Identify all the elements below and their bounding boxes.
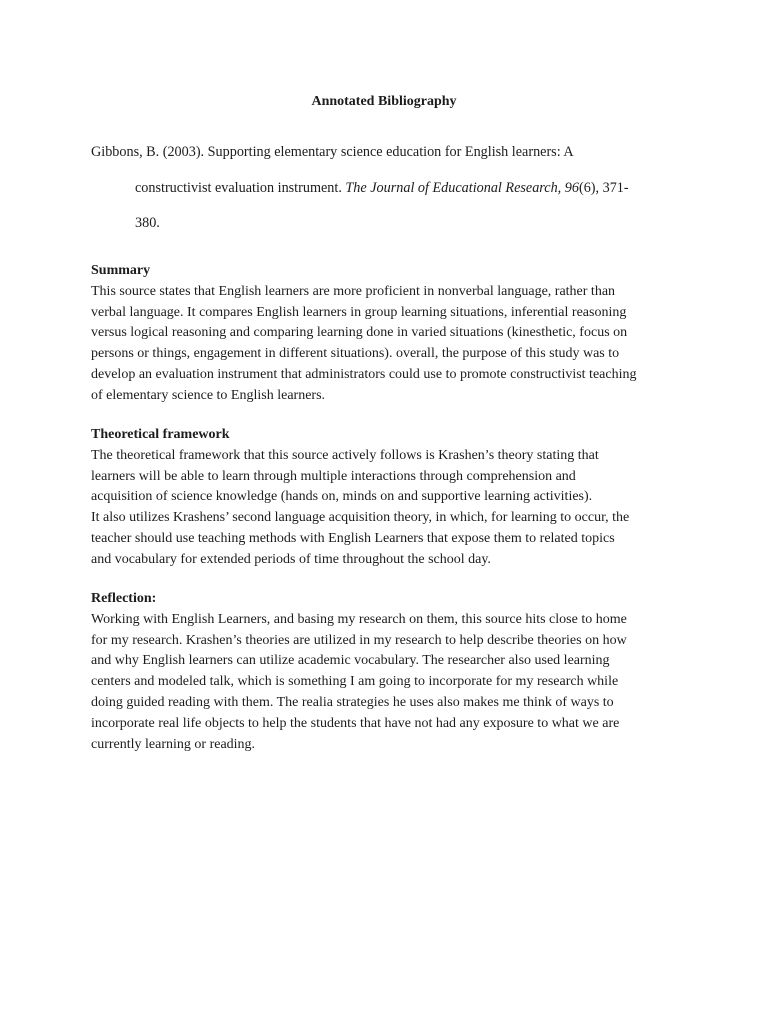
framework-line: teacher should use teaching methods with English Learners that expose them to related topics bbox=[91, 530, 615, 546]
citation bbox=[91, 135, 691, 242]
framework-line: and vocabulary for extended periods of time throughout the school day. bbox=[91, 551, 491, 567]
reflection-line: currently learning or reading. bbox=[91, 736, 256, 752]
summary-line: persons or things, engagement in different situations). overall, the purpose of this study was to bbox=[91, 346, 620, 362]
reflection-line: Working with English Learners, and basing my research on them, this source hits close to home bbox=[91, 611, 627, 627]
framework-heading: Theoretical framework bbox=[91, 427, 230, 442]
journal-volume: 96 bbox=[564, 179, 579, 196]
citation-line-2 bbox=[91, 171, 691, 207]
reflection-paragraph bbox=[91, 610, 691, 756]
reflection-heading: Reflection: bbox=[91, 591, 157, 606]
summary-line: verbal language. It compares English learners in group learning situations, inferential reasoning bbox=[91, 304, 627, 320]
reflection-line: for my research. Krashen’s theories are utilized in my research to help describe theories on how bbox=[91, 632, 627, 648]
summary-paragraph bbox=[91, 282, 691, 407]
journal-issue-pages: (6), 371- bbox=[578, 179, 629, 196]
reflection-line: and why English learners can utilize academic vocabulary. The researcher also used learning bbox=[91, 653, 610, 669]
framework-line: The theoretical framework that this source actively follows is Krashen’s theory stating that bbox=[91, 447, 599, 463]
summary-line: develop an evaluation instrument that administrators could use to promote constructivist teaching bbox=[91, 366, 637, 382]
framework-section bbox=[91, 425, 691, 571]
citation-line-1: Gibbons, B. (2003). Supporting elementary science education for English learners: A bbox=[91, 144, 574, 160]
framework-paragraph bbox=[91, 446, 691, 571]
reflection-line: incorporate real life objects to help the students that have not had any exposure to what we are bbox=[91, 715, 620, 731]
summary-line: versus logical reasoning and comparing learning done in varied situations (kinesthetic, focus on bbox=[91, 325, 628, 341]
summary-line: of elementary science to English learners. bbox=[91, 387, 326, 403]
summary-line: This source states that English learners are more proficient in nonverbal language, rather than bbox=[91, 283, 616, 299]
page-title: Annotated Bibliography bbox=[311, 94, 457, 109]
citation-title-end: constructivist evaluation instrument. bbox=[135, 179, 346, 196]
framework-line: learners will be able to learn through multiple interactions through comprehension and bbox=[91, 468, 576, 484]
framework-line: acquisition of science knowledge (hands on, minds on and supportive learning activities). bbox=[91, 489, 593, 505]
summary-heading: Summary bbox=[91, 263, 151, 278]
journal-name: The Journal of Educational Research, bbox=[345, 179, 562, 196]
framework-line: It also utilizes Krashens’ second language acquisition theory, in which, for learning to occur, the bbox=[91, 510, 630, 526]
reflection-line: doing guided reading with them. The realia strategies he uses also makes me think of ways to bbox=[91, 694, 614, 710]
reflection-line: centers and modeled talk, which is something I am going to incorporate for my research while bbox=[91, 674, 619, 690]
summary-section bbox=[91, 261, 691, 407]
citation-line-3: 380. bbox=[135, 215, 160, 231]
reflection-section bbox=[91, 589, 691, 755]
